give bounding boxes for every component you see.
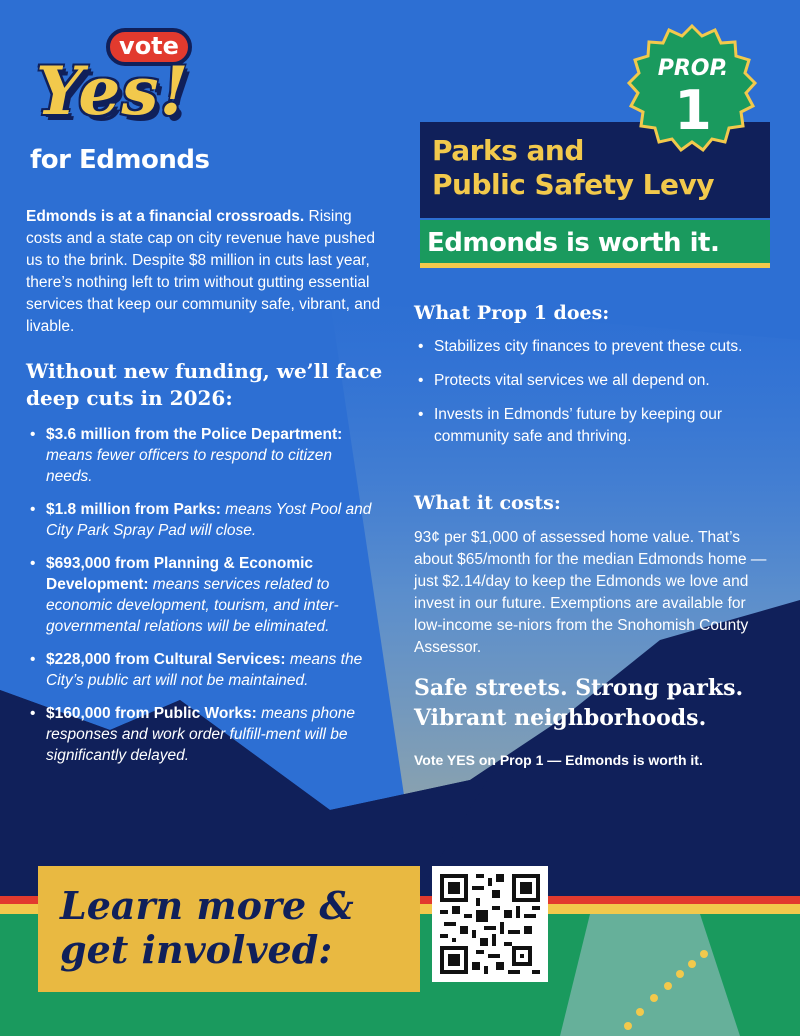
does-item: • Protects vital services we all depend on. [414,370,774,392]
cut-item [26,703,381,766]
cut-amount: $3.6 million from the Police Department: [46,426,343,443]
slogan-line-2: Vibrant neighborhoods. [414,705,707,731]
cut-amount: $1.8 million from Parks: [46,501,221,518]
does-item: • Stabilizes city finances to prevent these cuts. [414,336,774,358]
cut-item [26,499,381,541]
badge-number: 1 [674,79,712,142]
slogan-line-1: Safe streets. Strong parks. [414,675,744,701]
title-line-1: Parks and [432,134,584,167]
for-edmonds: for Edmonds [30,145,210,175]
without-funding-heading: Without new funding, we’ll face deep cuts in 2026: [26,359,383,410]
cut-amount: $228,000 from Cultural Services: [46,651,286,668]
does-list [414,336,774,460]
cut-item [26,553,381,637]
cut-effect: means Yost Pool and City Park Spray Pad will close. [46,501,372,539]
what-does-heading: What Prop 1 does: [414,302,610,324]
costs-paragraph: 93¢ per $1,000 of assessed home value. That’s about $65/month for the median Edmonds home — just $2.14/day to keep the Edmonds we love and invest in our future. Exemptions are available for low-income se-niors from the Snohomish County Assessor. [414,529,767,656]
tagline-banner: Edmonds is worth it. [420,220,770,268]
cut-amount: $693,000 from Planning & Economic Development: [46,555,314,593]
intro-text: Rising costs and a state cap on city revenue have pushed us to the brink. Despite $8 million in cuts last year, there’s nothing left to trim without gutting essential services that keep our community safe, vibrant, and livable. [26,208,381,335]
cut-amount: $160,000 from Public Works: [46,705,257,722]
learn-more-text [60,884,420,972]
title-line-2: Public Safety Levy [432,168,714,201]
cut-item [26,424,381,487]
yes-logo: Yes! [36,52,190,130]
learn-line-2: get involved: [60,927,333,972]
cut-item [26,649,381,691]
cut-effect: means services related to economic development, tourism, and inter-governmental relations will be eliminated. [46,576,339,635]
cut-effect: means phone responses and work order fulfill-ment will be significantly delayed. [46,705,356,764]
qr-code-icon [440,874,540,974]
learn-line-1: Learn more & [60,883,354,928]
intro-paragraph [26,206,381,338]
vote-line: Vote YES on Prop 1 — Edmonds is worth it. [414,752,703,768]
cuts-list [26,424,381,778]
badge-prop-label: PROP. [657,56,729,81]
slogan [414,673,794,733]
does-item: • Invests in Edmonds’ future by keeping our community safe and thriving. [414,404,774,448]
vote-pill: vote [106,28,192,66]
qr-code[interactable] [432,866,548,982]
cut-effect: means the City’s public art will not be maintained. [46,651,363,689]
intro-bold: Edmonds is at a financial crossroads. [26,208,305,225]
cut-effect: means fewer officers to respond to citizen needs. [46,447,333,485]
what-costs-heading: What it costs: [414,492,561,514]
